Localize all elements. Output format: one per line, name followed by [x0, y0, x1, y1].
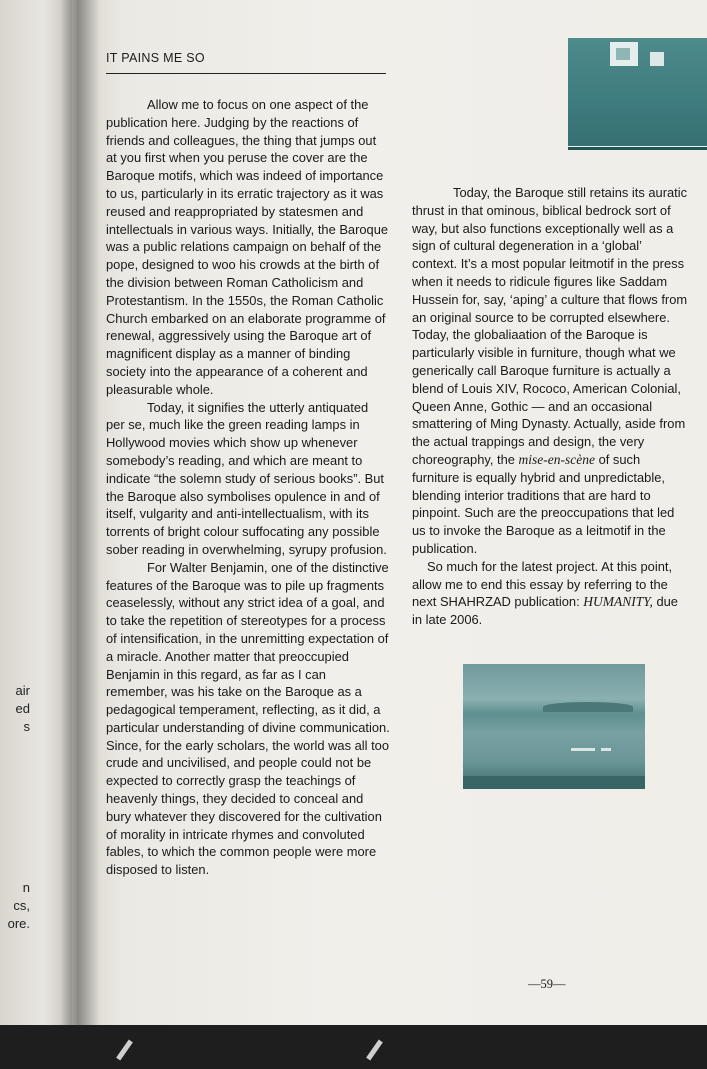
left-page-text-fragment: n — [22, 880, 30, 895]
header-rule — [106, 73, 386, 74]
background-mark — [116, 1040, 133, 1061]
paragraph-text: So much for the latest project. At this point, allow me to end this essay by referring to the next SHAHRZAD publication: — [412, 558, 673, 610]
teal-rule — [568, 147, 707, 150]
photo-shore-shape — [463, 776, 645, 789]
running-header: IT PAINS ME SO — [106, 51, 205, 65]
paragraph-text: Today, the Baroque still retains its auratic thrust in that ominous, biblical bedrock sort of way, but also functions exceptionally well as a sign of cultural degeneration in a ‘global’ context. It’s a most popular leitmotif in the press when it needs to ridicule figures like Saddam Hussein for, say, ‘aping’ a culture that flows from an original source to be corrupted elsewhere. Today, the globaliaation of the Baroque is particularly visible in furniture, though what we generically call Baroque furniture is actually a blend of Louis XIV, Rococo, American Colonial, Queen Anne, Gothic — and an occasional smattering of Ming Dynasty. Actually, aside from the actual trappings and design, the very choreography, the — [412, 185, 688, 467]
paragraph: Today, it signifies the utterly antiquated per se, much like the green reading lamps in Hollywood movies which show up whenever somebody’s reading, and which are meant to indicate “the solemn study of serious books”. But the Baroque also symbolises opulence in and of itself, vulgarity and anti-intellectualism, with its torrents of bright colour suffocating any possible sober reading in overwhelming, syrupy profusion. — [106, 399, 387, 557]
paragraph — [412, 558, 690, 629]
left-page-text-fragment: air — [15, 683, 30, 698]
left-page-text-fragment: ed — [15, 701, 30, 716]
italic-term: mise-en-scène — [518, 451, 596, 467]
paragraph: Allow me to focus on one aspect of the publication here. Judging by the reactions of friends and colleagues, the thing that jumps out at you first when you peruse the cover are the Baroque motifs, which was indeed of importance to us, particularly in its erratic trajectory as it was reused and reappropriated by statesmen and intellectuals in various ways. Initially, the Baroque was a public relations campaign on behalf of the pope, designed to woo his crowds at the birth of the division between Roman Catholicism and Protestantism. In the 1550s, the Roman Catholic Church embarked on an elaborate programme of renewal, aggressively using the Baroque art of magnificent display as a manner of binding society into the appearance of a coherent and pleasurable whole. — [106, 97, 389, 397]
photo-window-shape — [650, 52, 664, 66]
page-number: —59— — [528, 977, 566, 991]
paragraph — [412, 184, 690, 558]
left-page-text-fragment: ore. — [7, 916, 30, 931]
paragraph: For Walter Benjamin, one of the distinctive features of the Baroque was to pile up fragments ceaselessly, without any strict idea of a goal, and to take the repetition of stereotypes for a process of intensification, in the unremitting expectation of a miracle. Another matter that preoccupied Benjamin in this regard, as far as I can remember, was his take on the Baroque as a pedagogical temperament, reflecting, as it did, a particular understanding of divine communication. Since, for the early scholars, the world was all too crude and uncivilised, and people could not be expected to correctly grasp the teachings of heavenly things, they decided to conceal and bury whatever they discovered for the cultivation of morality in intricate rhymes and convoluted fables, to which the common people were more disposed to listen. — [106, 559, 390, 878]
book-gutter-shadow — [60, 0, 100, 1030]
left-page-text-fragment: cs, — [13, 898, 30, 913]
photo-boat-shape — [571, 748, 595, 751]
paragraph-text: due in late 2006. — [412, 594, 678, 628]
photo-boat-shape — [601, 748, 611, 751]
paragraph-text: of such furniture is equally hybrid and unpredictable, blending interior traditions that are hard to pinpoint. Such are the preoccupations that led us to invoke the Baroque as a leitmotif in the publication. — [412, 451, 675, 556]
text-column-left — [106, 96, 390, 879]
background-mark — [366, 1040, 383, 1061]
text-column-right — [412, 184, 690, 629]
photo-window-shape — [616, 48, 630, 60]
photo-mountain-shape — [543, 702, 633, 712]
scan-background-bottom — [0, 1025, 707, 1069]
italic-title: HUMANITY, — [583, 594, 653, 610]
teal-photo-thumbnail — [568, 38, 707, 146]
left-page-text-fragment: s — [23, 719, 30, 734]
seascape-photo — [463, 664, 645, 789]
